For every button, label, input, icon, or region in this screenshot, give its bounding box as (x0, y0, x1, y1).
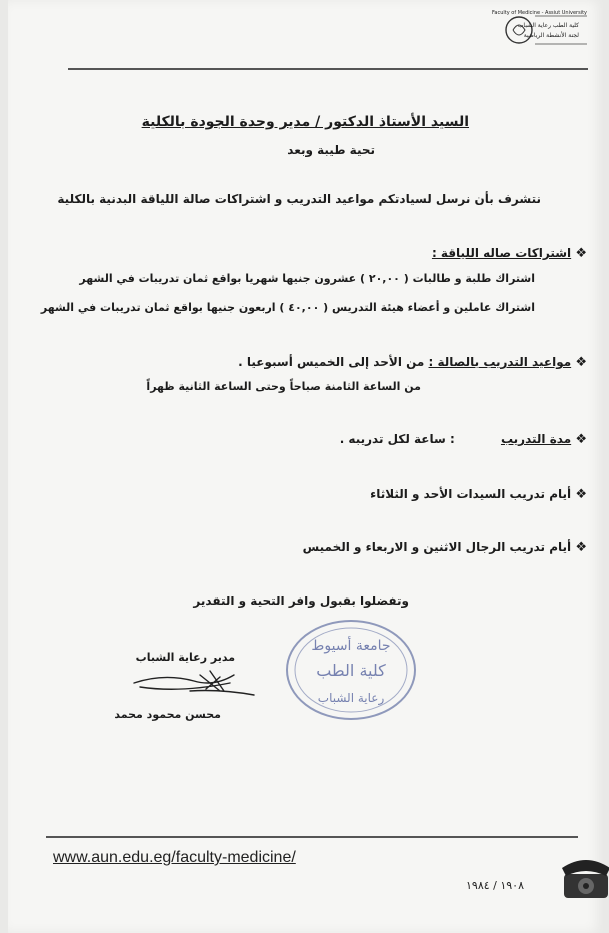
logo-caption-ar2: لجنة الأنشطة الرياضية (523, 32, 579, 39)
stamp-line-youth: رعاية الشباب (317, 691, 385, 705)
subscription-staff: اشتراك عاملين و أعضاء هيئة التدريس ( ٤٠,٠٠ ) اربعون جنيها بواقع ثمان تدريبات في الشهر (40, 301, 535, 314)
section-men-days-text: أيام تدريب الرجال الاثنين و الاربعاء و الخميس (302, 540, 572, 554)
telephone-icon (558, 852, 609, 902)
phone-number: ١٩٠٨ / ١٩٨٤ (466, 879, 524, 892)
section-duration-value: : ساعة لكل تدريبه . (339, 432, 455, 446)
signer-name: محسن محمود محمد (114, 708, 221, 721)
bullet-icon: ❖ (575, 432, 587, 447)
section-schedule-days: من الأحد إلى الخميس أسبوعيا . (238, 355, 425, 369)
bullet-icon: ❖ (575, 246, 587, 261)
section-women-days-text: أيام تدريب السيدات الأحد و الثلاثاء (370, 487, 572, 501)
stamp-line-university: جامعة أسيوط (311, 638, 391, 654)
bullet-icon: ❖ (575, 355, 587, 370)
section-schedule (238, 355, 587, 370)
stamp-line-faculty: كلية الطب (316, 661, 386, 680)
faculty-stamp (284, 618, 418, 722)
bullet-icon: ❖ (575, 540, 587, 555)
closing-line: وتفضلوا بقبول وافر التحية و التقدير (193, 594, 409, 608)
footer-rule (46, 836, 578, 838)
signer-title: مدير رعاية الشباب (135, 651, 235, 664)
section-women-days (370, 487, 587, 502)
bullet-icon: ❖ (575, 487, 587, 502)
intro-paragraph: نتشرف بأن نرسل لسيادتكم مواعيد التدريب و اشتراكات صالة اللياقة البدنية بالكلية (57, 192, 541, 206)
website-link[interactable]: www.aun.edu.eg/faculty-medicine/ (53, 849, 296, 866)
section-duration-title: مدة التدريب (500, 432, 572, 446)
section-duration (340, 432, 587, 447)
section-schedule-title: مواعيد التدريب بالصالة : (428, 355, 572, 369)
section-schedule-hours: من الساعة الثامنة صباحاً وحتى الساعة الثانية ظهراً (146, 380, 421, 393)
section-subscriptions (432, 246, 587, 261)
logo-caption-ar: كلية الطب رعاية الشباب (517, 22, 579, 29)
signature-scribble (130, 665, 260, 705)
greeting: تحية طيبة وبعد (287, 143, 375, 157)
logo-caption-en: Faculty of Medicine - Assiut University (492, 10, 587, 16)
subscription-students: اشتراك طلبة و طالبات ( ٢٠,٠٠ ) عشرون جنيها شهريا بواقع ثمان تدريبات في الشهر (79, 272, 535, 285)
letter-page (8, 0, 603, 933)
section-subscriptions-title: اشتراكات صاله اللياقة : (431, 246, 572, 260)
addressee: السيد الأستاذ الدكتور / مدير وحدة الجودة بالكلية (141, 114, 469, 130)
header-rule (68, 68, 588, 70)
section-men-days (303, 540, 587, 555)
